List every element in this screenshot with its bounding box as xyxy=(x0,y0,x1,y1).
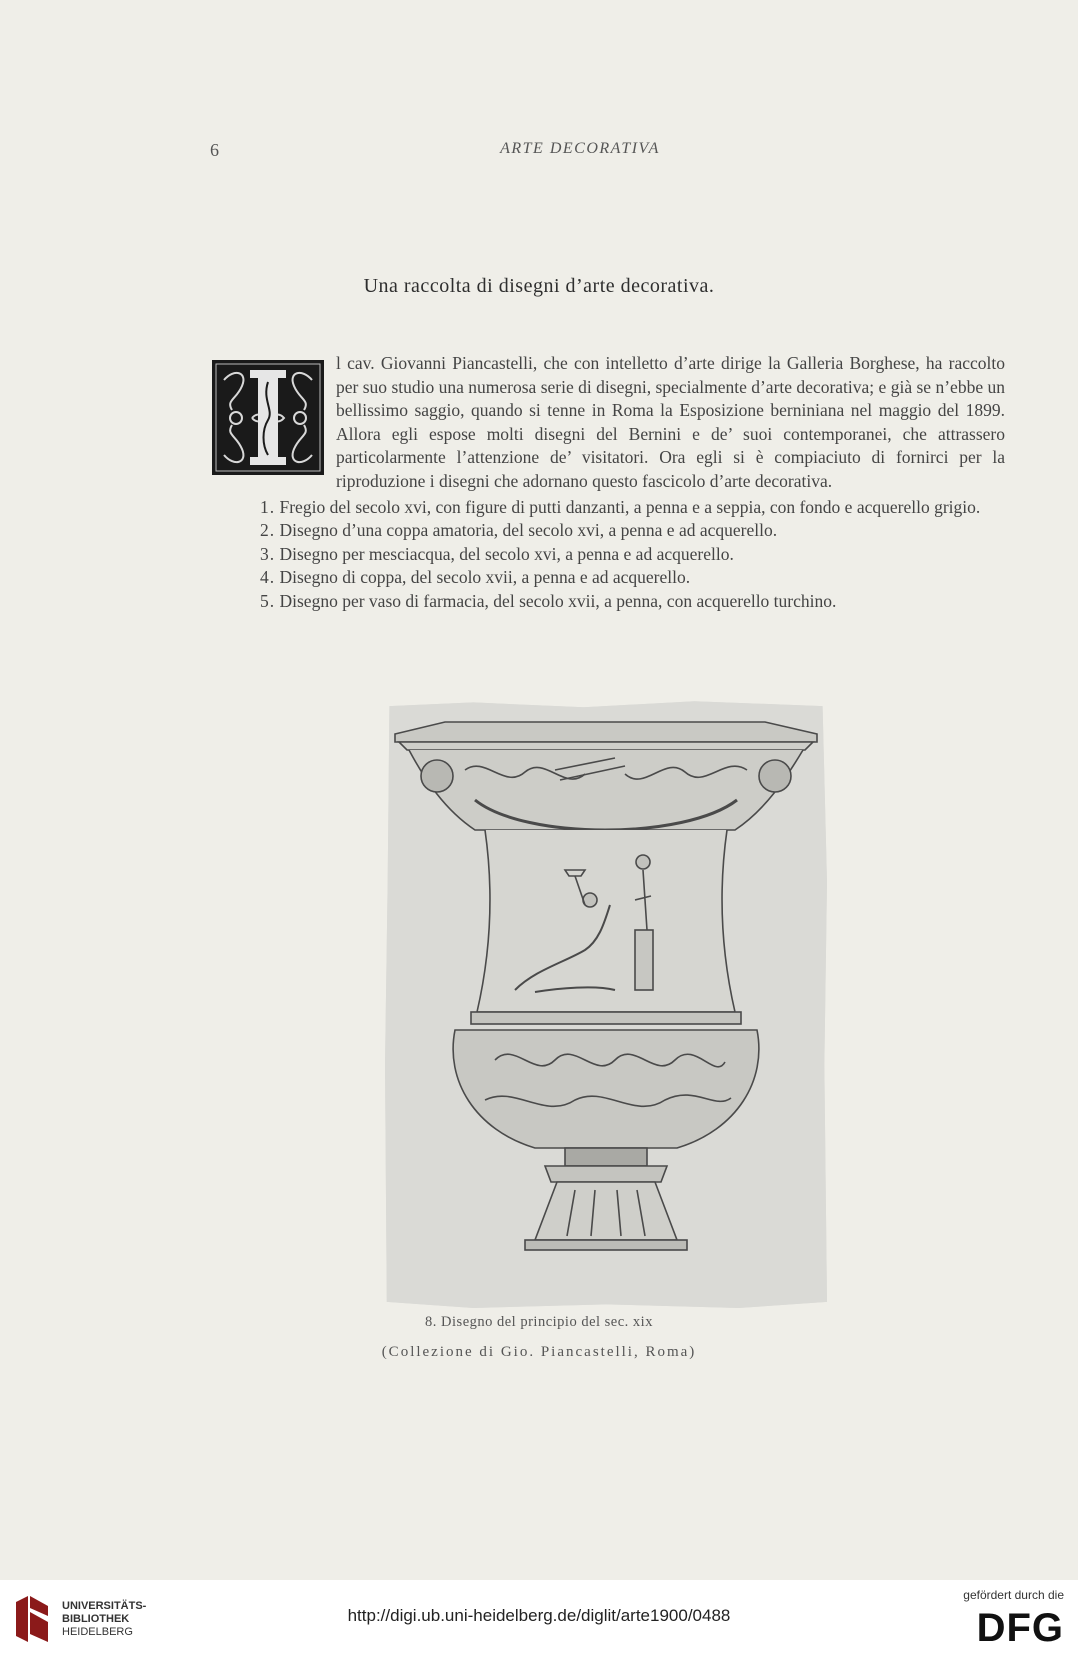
library-line-2: BIBLIOTHEK xyxy=(62,1613,130,1625)
ornamental-initial-i-icon xyxy=(212,360,324,475)
item-text: Disegno per mesciacqua, del secolo xvi, a penna e ad acquerello. xyxy=(279,543,734,564)
dfg-logo: DFG xyxy=(976,1606,1064,1650)
figure-credit: (Collezione di Gio. Piancastelli, Roma) xyxy=(381,1344,697,1360)
list-item xyxy=(210,543,1005,567)
item-number: 3. xyxy=(260,543,276,564)
running-head: ARTE DECORATIVA xyxy=(500,140,660,157)
item-text: Disegno per vaso di farmacia, del secolo xvii, a penna, con acquerello turchino. xyxy=(279,590,837,611)
article-body xyxy=(210,352,1005,614)
item-text: Disegno d’una coppa amatoria, del secolo xvi, a penna e ad acquerello. xyxy=(279,520,778,541)
item-number: 4. xyxy=(260,567,276,588)
item-number: 5. xyxy=(260,590,276,611)
page-number: 6 xyxy=(210,140,219,160)
dropcap-initial xyxy=(212,360,324,475)
funded-by-label: gefördert durch die xyxy=(963,1588,1064,1602)
library-line-3: HEIDELBERG xyxy=(62,1626,133,1638)
library-line-1: UNIVERSITÄTS- xyxy=(62,1600,147,1612)
item-number: 1. xyxy=(260,496,276,517)
digitization-footer xyxy=(0,1580,1078,1658)
vase-drawing-plate xyxy=(385,700,827,1308)
item-text: Fregio del secolo xvi, con figure di putti danzanti, a penna e a seppia, con fondo e acquerello grigio. xyxy=(279,496,981,517)
intro-paragraph: l cav. Giovanni Piancastelli, che con intelletto d’arte dirige la Galleria Borghese, ha raccolto per suo studio una numerosa serie di disegni, specialmente d’arte decorativa; e già se n’ebbe un bellissimo saggio, quando si tenne in Roma la Esposizione berniniana nel maggio del 1899. Allora egli espose molti disegni del Bernini e de’ suoi contemporanei, che attrassero particolarmente l’attenzione de’ visitatori. Ora egli si è compiaciuto di fornirci per la riproduzione i disegni che adornano questo fascicolo d’arte decorativa. xyxy=(336,353,1005,491)
figure-caption: 8. Disegno del principio del sec. xix xyxy=(425,1314,653,1330)
list-item xyxy=(210,519,1005,543)
drawing-list xyxy=(210,496,1005,614)
list-item xyxy=(210,496,1005,520)
item-text: Disegno di coppa, del secolo xvii, a penna e ad acquerello. xyxy=(279,567,691,588)
list-item xyxy=(210,566,1005,590)
article-title: Una raccolta di disegni d’arte decorativa. xyxy=(363,275,715,297)
item-number: 2. xyxy=(260,520,276,541)
vase-illustration xyxy=(385,700,827,1308)
source-url-link[interactable]: http://digi.ub.uni-heidelberg.de/diglit/arte1900/0488 xyxy=(347,1606,731,1625)
list-item xyxy=(210,590,1005,614)
